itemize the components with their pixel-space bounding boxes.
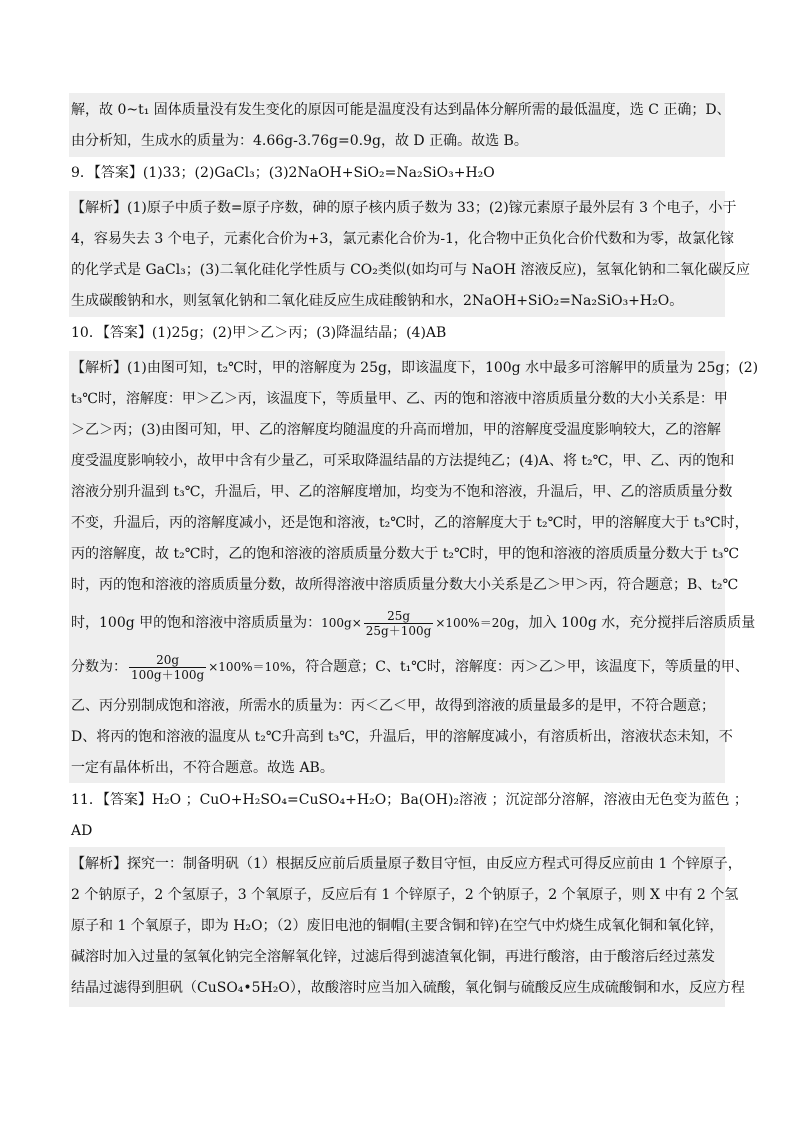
fraction-denominator: 25g＋100g <box>365 623 432 638</box>
fraction-numerator: 25g <box>364 609 434 624</box>
formula-suffix: ×100%＝10% <box>208 660 292 674</box>
text-segment: 分数为： <box>71 659 127 675</box>
text-line: 丙的溶解度，故 t₂℃时，乙的饱和溶液的溶质质量分数大于 t₂℃时，甲的饱和溶液的溶质质量分数大于 t₃℃ <box>71 546 740 562</box>
text-segment: ，加入 100g 水，充分搅拌后溶质质量 <box>514 615 756 631</box>
text-line: 一定有晶体析出，不符合题意。故选 AB。 <box>71 760 334 776</box>
text-line: 的化学式是 GaCl₃；(3)二氧化硅化学性质与 CO₂类似(如均可与 NaOH 溶液反应)，氢氧化钠和二氧化碳反应 <box>71 262 750 278</box>
text-line: 结晶过滤得到胆矾（CuSO₄•5H₂O），故酸溶时应当加入硫酸，氧化铜与硫酸反应生成硫酸铜和水，反应方程 <box>71 980 745 996</box>
text-line: 不变，升温后，丙的溶解度减小，还是饱和溶液，t₂℃时，乙的溶解度大于 t₂℃时，甲的溶解度大于 t₃℃时， <box>71 515 749 531</box>
text-line: t₃℃时，溶解度：甲＞乙＞丙，该温度下，等质量甲、乙、丙的饱和溶液中溶质质量分数的大小关系是：甲 <box>71 391 728 407</box>
fraction-denominator: 100g＋100g <box>131 667 205 682</box>
formula-prefix: 100g× <box>321 616 362 630</box>
text-line: 【解析】(1)原子中质子数=原子序数，砷的原子核内质子数为 33；(2)镓元素原子最外层有 3 个电子，小于 <box>71 200 737 216</box>
formula-line <box>71 647 749 687</box>
fraction <box>129 653 206 682</box>
answer-11: 11．【答案】H₂O ；CuO+H₂SO₄=CuSO₄+H₂O；Ba(OH)₂溶液 ；沉淀部分溶解，溶液由无色变为蓝色 ； <box>71 792 748 808</box>
answer-10: 10．【答案】(1)25g；(2)甲＞乙＞丙；(3)降温结晶；(4)AB <box>71 325 447 341</box>
text-line: 溶液分别升温到 t₃℃，升温后，甲、乙的溶解度增加，均变为不饱和溶液，升温后，甲、乙的溶质质量分数 <box>71 484 733 500</box>
text-line: 乙、丙分别制成饱和溶液，所需水的质量为：丙＜乙＜甲，故得到溶液的质量最多的是甲，不符合题意； <box>71 698 715 714</box>
fraction-numerator: 20g <box>129 653 206 668</box>
text-line: D、将丙的饱和溶液的温度从 t₂℃升高到 t₃℃，升温后，甲的溶解度减小，有溶质析出，溶液状态未知，不 <box>71 729 733 745</box>
text-line: 度受温度影响较小，故甲中含有少量乙，可采取降温结晶的方法提纯乙；(4)A、将 t₂℃，甲、乙、丙的饱和 <box>71 453 735 469</box>
text-line: 4，容易失去 3 个电子，元素化合价为+3，氯元素化合价为-1，化合物中正负化合价代数和为零，故氯化镓 <box>71 231 734 247</box>
fraction <box>364 609 434 638</box>
text-line: 原子和 1 个氧原子，即为 H₂O；（2）废旧电池的铜帽(主要含铜和锌)在空气中灼烧生成氧化铜和氧化锌， <box>71 918 724 934</box>
text-line: 【解析】(1)由图可知，t₂℃时，甲的溶解度为 25g，即该温度下，100g 水中最多可溶解甲的质量为 25g；(2) <box>71 360 759 376</box>
answer-11-continued: AD <box>71 823 93 839</box>
text-segment: 时，100g 甲的饱和溶液中溶质质量为： <box>71 615 322 631</box>
text-segment: ，符合题意；C、t₁℃时，溶解度：丙＞乙＞甲，该温度下，等质量的甲、 <box>291 659 749 675</box>
answer-9: 9．【答案】(1)33；(2)GaCl₃；(3)2NaOH+SiO₂=Na₂SiO₃+H₂O <box>71 165 495 181</box>
text-line: 由分析知，生成水的质量为：4.66g-3.76g=0.9g，故 D 正确。故选 B。 <box>71 133 528 149</box>
text-line: 碱溶时加入过量的氢氧化钠完全溶解氧化锌，过滤后得到滤渣氧化铜，再进行酸溶，由于酸溶后经过蒸发 <box>71 949 715 965</box>
text-line: 生成碳酸钠和水，则氢氧化钠和二氧化硅反应生成硅酸钠和水，2NaOH+SiO₂=Na₂SiO₃+H₂O。 <box>71 293 684 309</box>
text-line: ＞乙＞丙；(3)由图可知，甲、乙的溶解度均随温度的升高而增加，甲的溶解度受温度影响较大，乙的溶解 <box>71 422 721 438</box>
text-line: 2 个钠原子，2 个氢原子，3 个氧原子，反应后有 1 个锌原子，2 个钠原子，2 个氧原子，则 X 中有 2 个氢 <box>71 887 739 903</box>
formula-suffix: ×100%＝20g <box>435 616 515 630</box>
text-line: 【解析】探究一：制备明矾（1）根据反应前后质量原子数目守恒，由反应方程式可得反应前由 1 个锌原子， <box>71 856 742 872</box>
text-line: 时，丙的饱和溶液的溶质质量分数，故所得溶液中溶质质量分数大小关系是乙＞甲＞丙，符合题意；B、t₂℃ <box>71 577 739 593</box>
formula-line <box>71 603 756 643</box>
text-line: 解，故 0~t₁ 固体质量没有发生变化的原因可能是温度没有达到晶体分解所需的最低温度，选 C 正确；D、 <box>71 102 731 118</box>
